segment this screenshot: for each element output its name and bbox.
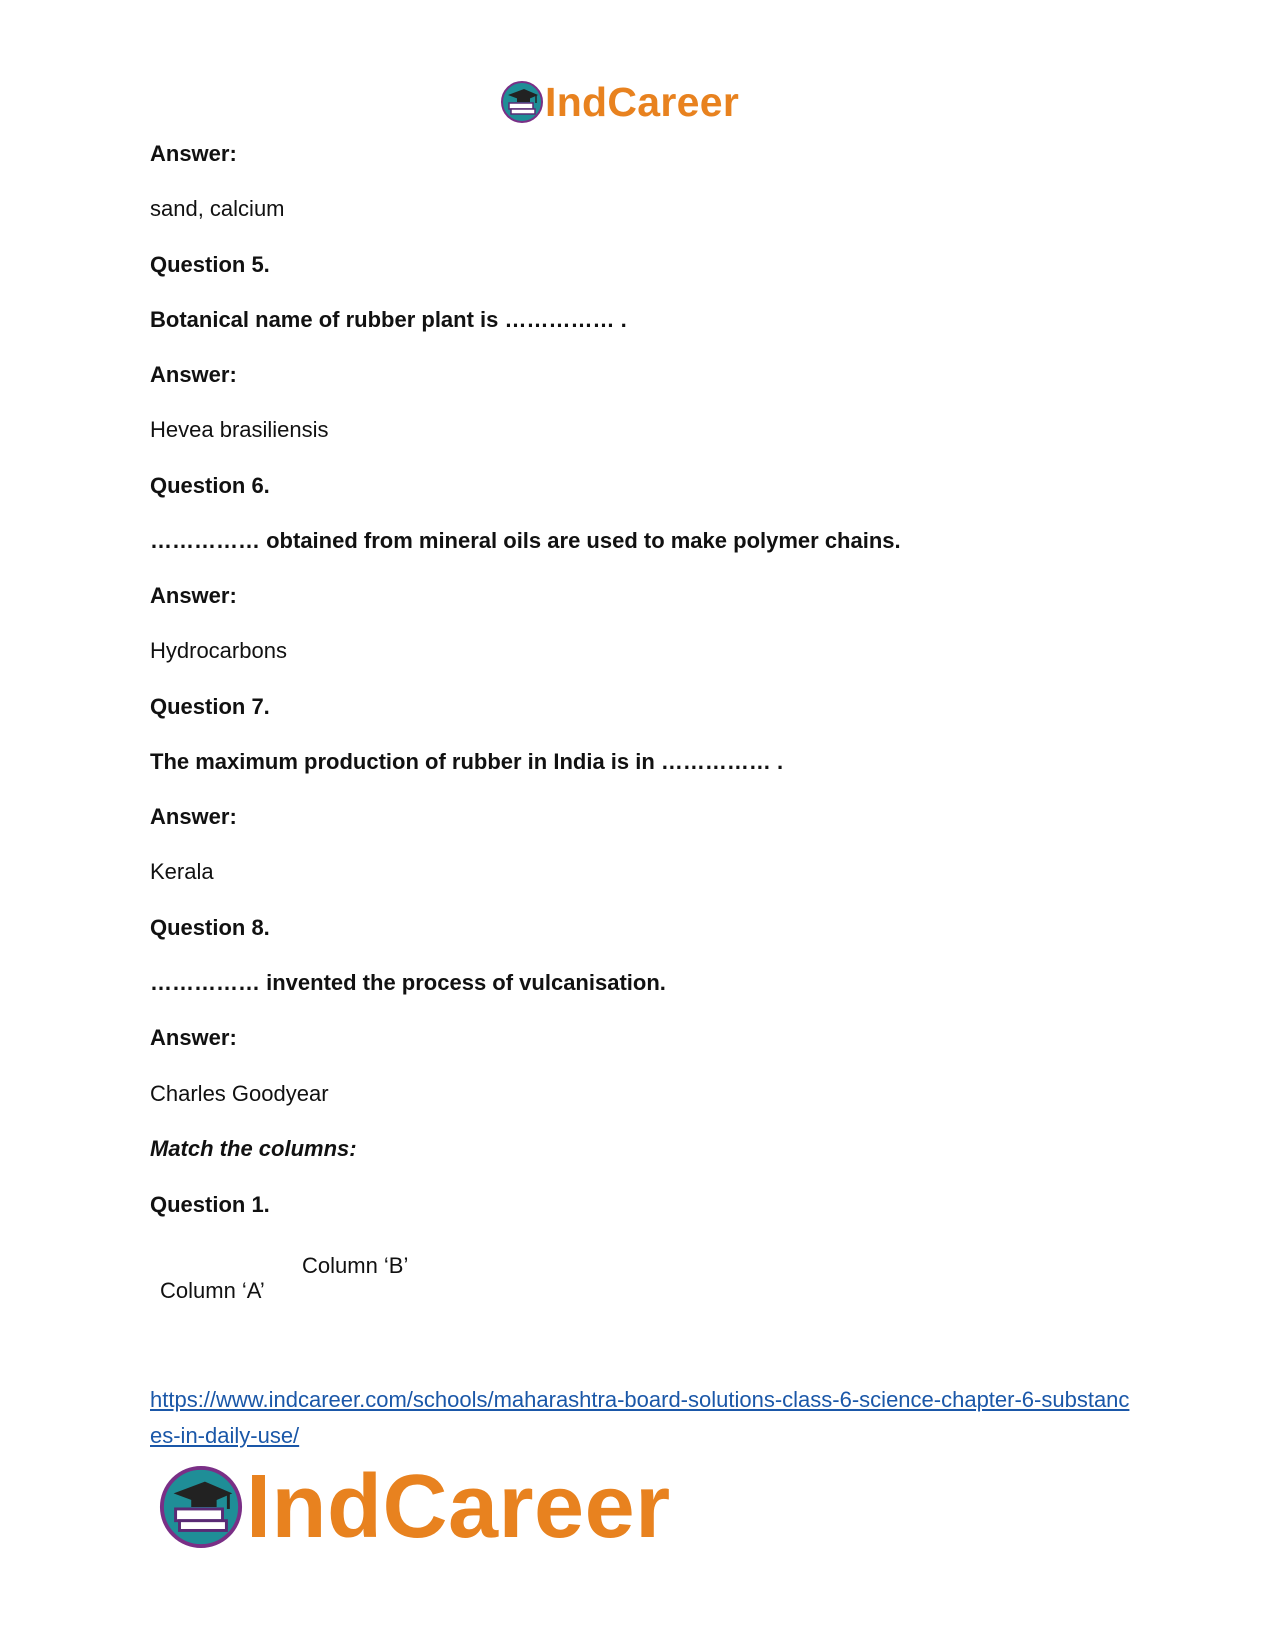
header-logo bbox=[500, 80, 739, 124]
question-text: Botanical name of rubber plant is …………… . bbox=[150, 307, 627, 332]
answer-text: Hevea brasiliensis bbox=[150, 417, 329, 442]
brand-name: IndCareer bbox=[545, 79, 740, 125]
column-b-header: Column ‘B’ bbox=[302, 1253, 409, 1278]
answer-label: Answer: bbox=[150, 1025, 237, 1050]
source-link[interactable]: https://www.indcareer.com/schools/maharashtra-board-solutions-class-6-science-chapter-6-substances-in-daily-use/ bbox=[150, 1387, 1130, 1448]
question-heading: Question 1. bbox=[150, 1192, 270, 1217]
answer-label: Answer: bbox=[150, 362, 237, 387]
question-text: …………… obtained from mineral oils are used to make polymer chains. bbox=[150, 528, 901, 553]
section-heading: Match the columns: bbox=[150, 1136, 357, 1161]
answer-label: Answer: bbox=[150, 804, 237, 829]
graduation-cap-book-icon bbox=[158, 1464, 244, 1550]
question-heading: Question 6. bbox=[150, 473, 270, 498]
answer-label: Answer: bbox=[150, 141, 237, 166]
graduation-cap-book-icon bbox=[500, 80, 544, 124]
question-heading: Question 5. bbox=[150, 252, 270, 277]
column-a-header: Column ‘A’ bbox=[160, 1278, 265, 1303]
question-heading: Question 8. bbox=[150, 915, 270, 940]
answer-text: Charles Goodyear bbox=[150, 1081, 329, 1106]
question-heading: Question 7. bbox=[150, 694, 270, 719]
answer-label: Answer: bbox=[150, 583, 237, 608]
answer-text: sand, calcium bbox=[150, 196, 285, 221]
question-text: …………… invented the process of vulcanisation. bbox=[150, 970, 666, 995]
answer-text: Kerala bbox=[150, 859, 214, 884]
footer-logo bbox=[158, 1457, 671, 1557]
question-text: The maximum production of rubber in India is in …………… . bbox=[150, 749, 784, 774]
brand-name: IndCareer bbox=[246, 1457, 671, 1557]
answer-text: Hydrocarbons bbox=[150, 638, 287, 663]
